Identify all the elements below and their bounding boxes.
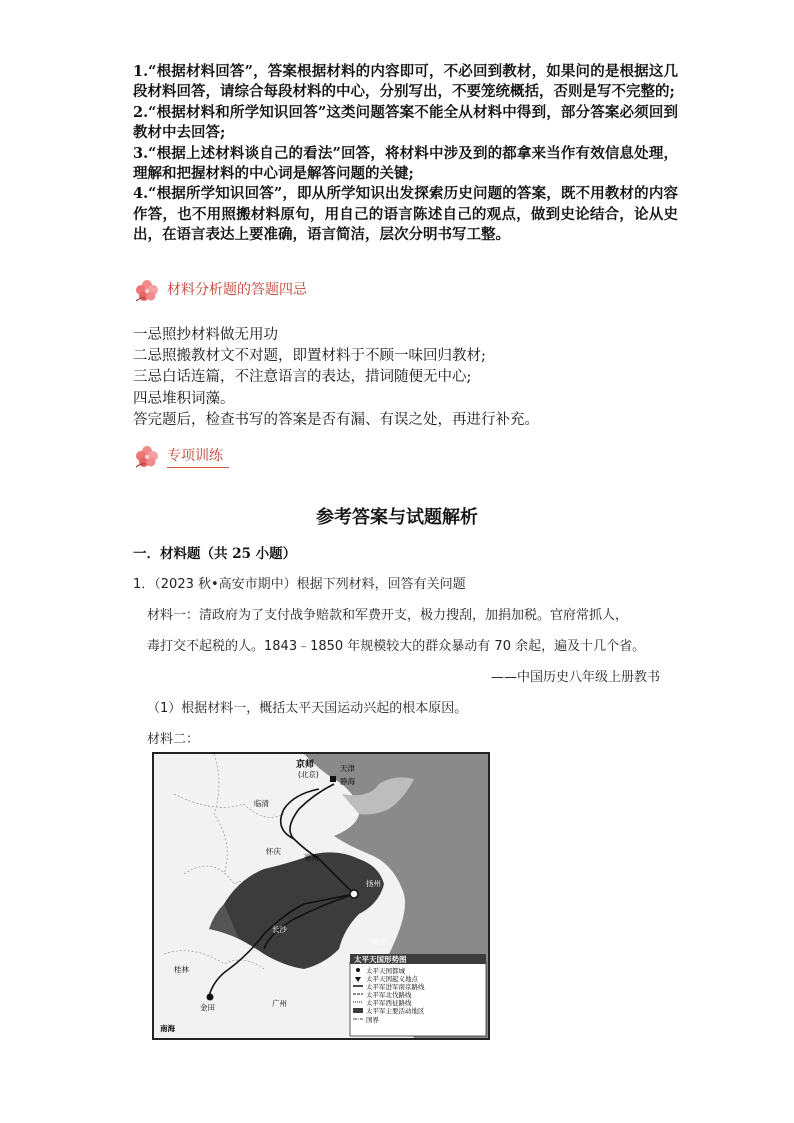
material-2-label: 材料二：	[147, 732, 200, 747]
taboo-item: 四忌堆积词藻。	[133, 390, 235, 407]
map-label: 天津	[340, 764, 355, 773]
legend-item: 国界	[366, 1016, 379, 1024]
map-title: 太平天国形势图	[354, 955, 407, 964]
map-legend	[350, 954, 486, 1036]
taboo-list	[133, 325, 678, 431]
taiping-map	[152, 752, 490, 1040]
answer-tips	[133, 62, 678, 246]
taboo-item: 一忌照抄材料做无用功	[133, 327, 278, 343]
map-label: 南海	[160, 1024, 175, 1033]
page-title: 参考答案与试题解析	[316, 507, 478, 528]
legend-item: 太平军主要活动地区	[366, 1007, 425, 1015]
map-label: 静海	[340, 777, 355, 786]
map-label: 怀庆	[266, 847, 281, 856]
material-source: ——中国历史八年级上册教书	[490, 670, 660, 685]
map-label: 金田	[200, 1003, 215, 1012]
map-label: 临清	[254, 799, 269, 808]
material-1-line-1: 材料一：清政府为了支付战争赔款和军费开支，极力搜刮，加捐加税。官府常抓人，	[147, 608, 629, 623]
taboo-item: 答完题后，检查书写的答案是否有漏、有误之处，再进行补充。	[133, 411, 539, 428]
map-label: 京师	[296, 760, 315, 770]
legend-item: 太平天国起义地点	[366, 975, 418, 983]
flower-icon	[133, 277, 163, 303]
material-1-line-2: 毒打交不起税的人。1843﹣1850 年规模较大的群众暴动有 70 余起，遍及十几个省。	[147, 639, 646, 654]
map-label: 福州	[372, 937, 387, 946]
legend-item: 太平军北伐路线	[366, 991, 412, 999]
taboo-item: 二忌照搬教材文不对题，即置材料于不顾一味回归教材;	[133, 348, 486, 365]
sub-question-1: （1）根据材料一，概括太平天国运动兴起的根本原因。	[147, 701, 468, 716]
tip-4: 4.“根据所学知识回答”，即从所学知识出发探索历史问题的答案，既不用教材的内容作答，也不用照搬材料原句，用自己的语言陈述自己的观点，做到史论结合，论从史出，在语言表达上要准确，语言简洁，层次分明书写工整。	[133, 185, 678, 244]
section-heading-training	[133, 443, 229, 469]
taboo-item: 三忌白话连篇，不注意语言的表达，措词随便无中心;	[133, 369, 472, 386]
map-label: 长沙	[272, 925, 287, 934]
tip-2: 2.“根据材料和所学知识回答”这类问题答案不能全从材料中得到，部分答案必须回到教材中去回答;	[133, 103, 678, 142]
question-stem: 1．（2023 秋•高安市期中）根据下列材料，回答有关问题	[133, 577, 466, 592]
legend-item: 太平军进军南京路线	[366, 983, 425, 991]
map-label: 桂林	[174, 965, 189, 974]
map-label: 扬州	[366, 879, 381, 888]
legend-item: 太平天国都城	[366, 967, 405, 975]
section-title-taboos: 材料分析题的答题四忌	[167, 282, 307, 298]
map-label: 广州	[272, 999, 287, 1008]
map-label: (北京)	[298, 770, 319, 779]
map-label: 亳州	[304, 853, 319, 862]
section-label: 一．材料题（共 25 小题）	[133, 546, 297, 562]
tip-3: 3.“根据上述材料谈自己的看法”回答，将材料中涉及到的都拿来当作有效信息处理，理解和把握材料的中心词是解答问题的关键;	[133, 144, 678, 183]
section-heading-taboos	[133, 277, 307, 303]
flower-icon	[133, 443, 163, 469]
tip-1: 1.“根据材料回答”，答案根据材料的内容即可，不必回到教材，如果问的是根据这几段材料回答，请综合每段材料的中心，分别写出，不要笼统概括，否则是写不完整的;	[133, 63, 678, 101]
legend-item: 太平军西征路线	[366, 999, 412, 1007]
section-title-training: 专项训练	[167, 445, 229, 468]
